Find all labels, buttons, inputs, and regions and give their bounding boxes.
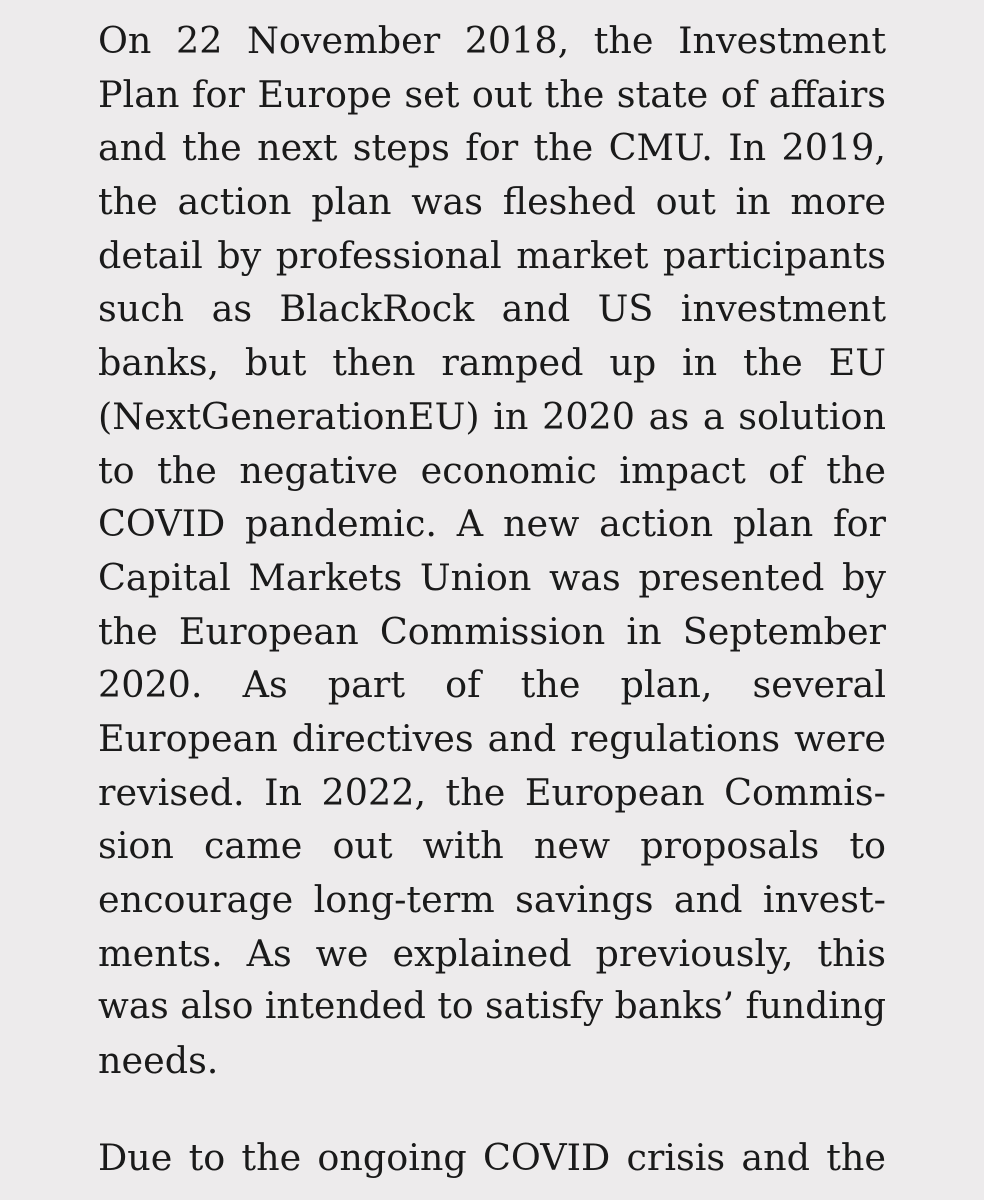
- text-line: COVID pandemic. A new action plan for: [98, 502, 886, 546]
- text-line: was also intended to satisfy banks’ funding: [98, 986, 886, 1028]
- text-line: and the next steps for the CMU. In 2019,: [98, 126, 886, 170]
- text-line: (NextGenerationEU) in 2020 as a solution: [98, 394, 886, 438]
- text-line: the action plan was fleshed out in more: [98, 180, 886, 224]
- text-line: the European Commission in September: [98, 609, 886, 653]
- text-line: 2020. As part of the plan, several: [98, 663, 886, 707]
- text-line: detail by professional market participants: [98, 233, 886, 277]
- text-line: to the negative economic impact of the: [98, 448, 886, 492]
- text-line: revised. In 2022, the European Commis-: [98, 770, 886, 814]
- paragraph-1: [98, 14, 886, 1088]
- text-line: encourage long-term savings and invest-: [98, 878, 886, 921]
- text-line: sion came out with new proposals to: [98, 824, 886, 868]
- text-line: Plan for Europe set out the state of affairs: [98, 72, 886, 116]
- text-line: such as BlackRock and US investment: [98, 287, 886, 331]
- text-line: ments. As we explained previously, this: [98, 931, 886, 975]
- paragraph-2: [98, 1131, 886, 1185]
- text-line: European directives and regulations were: [98, 716, 886, 760]
- text-line: On 22 November 2018, the Investment: [98, 19, 886, 62]
- text-line: needs.: [98, 1039, 219, 1083]
- text-line: banks, but then ramped up in the EU: [98, 341, 886, 385]
- text-line: Capital Markets Union was presented by: [98, 555, 886, 599]
- text-line: Due to the ongoing COVID crisis and the: [98, 1136, 886, 1179]
